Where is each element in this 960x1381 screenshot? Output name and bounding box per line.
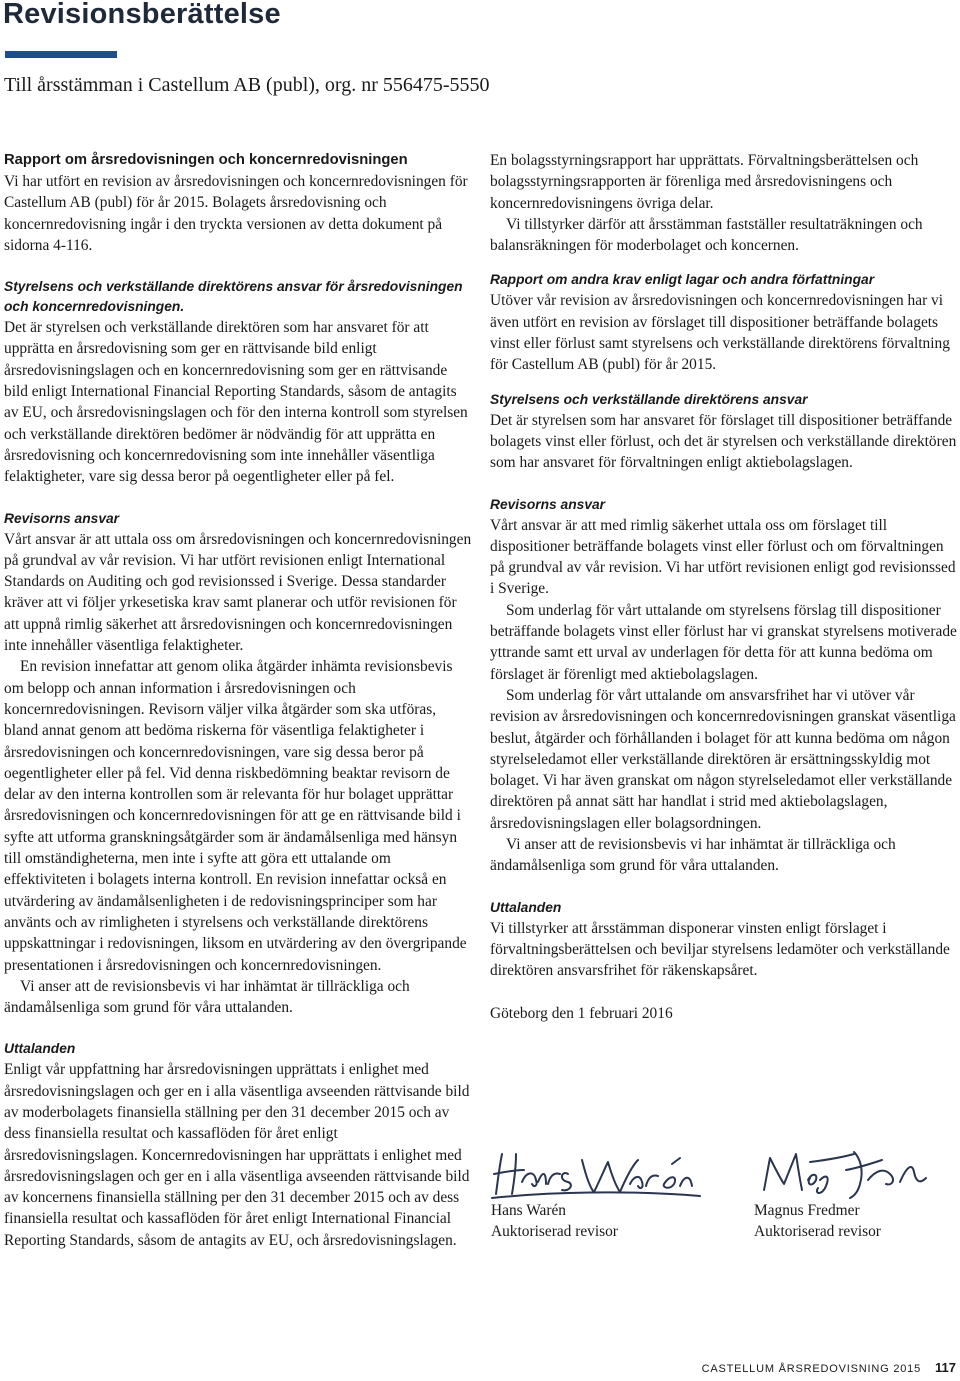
signer-role: Auktoriserad revisor	[491, 1223, 618, 1241]
left-column	[4, 150, 472, 1251]
publication-name: CASTELLUM ÅRSREDOVISNING 2015	[701, 1363, 922, 1375]
styrelsens-ansvar-heading-2: Styrelsens och verkställande direktörens ansvar	[490, 391, 808, 407]
page-title: Revisionsberättelse	[3, 0, 281, 30]
signing-date: Göteborg den 1 februari 2016	[490, 1004, 673, 1022]
revisorns-ansvar-paragraph-1: Vårt ansvar är att uttala oss om årsredovisningen och koncernredovisningen på grundval av vår revision. Vi har utfört revisionen enligt International Standards on Auditing och god revisionssed i Sverige. Dessa standarder kräver att vi följer yrkesetiska krav samt planerar och utför revisionen för att uppnå rimlig säkerhet att årsredovisningen och koncernredovisningen inte innehåller väsentliga felaktigheter.	[4, 530, 472, 655]
signer-name: Hans Warén	[491, 1202, 566, 1219]
uttalanden-heading: Uttalanden	[4, 1041, 76, 1057]
intro-paragraph-2: Vi tillstyrker därför att årsstämman fastställer resultaträkningen och balansräkningen för moderbolaget och koncernen.	[490, 215, 923, 255]
styrelsens-ansvar-heading: Styrelsens och verkställande direktörens ansvar för årsredovisningen och koncernredovisningen.	[4, 279, 463, 315]
revisorns-ansvar-paragraph-right-3: Som underlag för vårt uttalande om ansvarsfrihet har vi utöver vår revision av årsredovisningen och koncernredovisningen granskat väsentliga beslut, åtgärder och förhållanden i bolaget för att kunna bedöma om någon styrelseledamot eller verkställande direktören är ersättningsskyldig mot bolaget. Vi har även granskat om någon styrelseledamot eller verkställande direktören på annat sätt har handlat i strid med aktiebolagslagen, årsredovisningslagen eller bolagsordningen.	[490, 686, 956, 832]
uttalanden-text: Enligt vår uppfattning har årsredovisningen upprättats i enlighet med årsredovisningslagen och ger en i alla väsentliga avseenden rättvisande bild av moderbolagets finansiella ställning per den 31 december 2015 och av dess finansiella resultat och kassaflöden för året enligt årsredovisningslagen. Koncernredovisningen har upprättats i enlighet med årsredovisningslagen och ger en i alla väsentliga avseenden rättvisande bild av koncernens finansiella ställning per den 31 december 2015 och av dess finansiella resultat och kassaflöden för året enligt International Financial Reporting Standards, såsom de antagits av EU, och årsredovisningslagen.	[4, 1061, 470, 1249]
uttalanden-text-2: Vi tillstyrker att årsstämman disponerar vinsten enligt förslaget i förvaltningsberättelsen och beviljar styrelsens ledamöter och verkställande direktören ansvarsfrihet för räkenskapsåret.	[490, 919, 950, 980]
revisorns-ansvar-paragraph-right-1: Vårt ansvar är att med rimlig säkerhet uttala oss om förslaget till dispositioner beträffande bolagets vinst eller förlust och om förvaltningen på grundval av vår revision. Vi har utfört revisionen enligt god revisionssed i Sverige.	[490, 516, 956, 598]
rapport-heading: Rapport om årsredovisningen och koncernredovisningen	[4, 152, 408, 168]
andra-krav-heading: Rapport om andra krav enligt lagar och andra författningar	[490, 272, 875, 288]
page-footer	[702, 1360, 956, 1375]
revisorns-ansvar-paragraph-right-4: Vi anser att de revisionsbevis vi har inhämtat är tillräckliga och ändamålsenliga som grund för våra uttalanden.	[490, 836, 896, 875]
uttalanden-heading-2: Uttalanden	[490, 899, 562, 915]
andra-krav-text: Utöver vår revision av årsredovisningen och koncernredovisningen har vi även utfört en revision av förslaget till dispositioner beträffande bolagets vinst eller förlust samt styrelsens och verkställande direktörens förvaltning för Castellum AB (publ) för år 2015.	[490, 292, 950, 374]
rapport-text: Vi har utfört en revision av årsredovisningen och koncernredovisningen för Castellum AB (publ) för år 2015. Bolagets årsredovisning och koncernredovisning ingår i den tryckta versionen av detta dokument på sidorna 4-116.	[4, 173, 468, 254]
signature-magnus-fredmer	[750, 1140, 960, 1202]
revisorns-ansvar-heading: Revisorns ansvar	[4, 510, 120, 526]
revisorns-ansvar-paragraph-2: En revision innefattar att genom olika åtgärder inhämta revisionsbevis om belopp och annan information i årsredovisningen och koncernredovisningen. Revisorn väljer vilka åtgärder som ska utföras, bland annat genom att bedöma riskerna för väsentliga felaktigheter i årsredovisningen och koncernredovisningen, vare sig dessa beror på oegentligheter eller på fel. Vid denna riskbedömning beaktar revisorn de delar av den interna kontrollen som är relevanta för hur bolaget upprättar årsredovisningen och koncernredovisningen för att ge en rättvisande bild i syfte att utforma granskningsåtgärder som är ändamålsenliga med hänsyn till omständigheterna, men inte i syfte att göra ett uttalande om effektiviteten i bolagets interna kontroll. En revision innefattar också en utvärdering av ändamålsenligheten i de redovisningsprinciper som har använts och av rimligheten i styrelsens och verkställande direktörens uppskattningar i redovisningen, liksom en utvärdering av den övergripande presentationen i årsredovisningen och koncernredovisningen.	[4, 658, 467, 974]
styrelsens-ansvar-text: Det är styrelsen och verkställande direktören som har ansvaret för att upprätta en årsredovisning som ger en rättvisande bild enligt årsredovisningslagen och en koncernredovisning som ger en rättvisande bild enligt International Financial Reporting Standards, såsom de antagits av EU, och årsredovisningslagen och för den interna kontroll som styrelsen och verkställande direktören bedömer är nödvändig för att upprätta en årsredovisning och koncernredovisning som inte innehåller väsentliga felaktigheter, vare sig dessa beror på oegentligheter eller på fel.	[4, 319, 468, 486]
signer-role: Auktoriserad revisor	[754, 1223, 881, 1241]
handwritten-signature-icon	[750, 1140, 960, 1202]
signature-area	[488, 1140, 958, 1260]
revisorns-ansvar-paragraph-right-2: Som underlag för vårt uttalande om styrelsens förslag till dispositioner beträffande bolagets vinst eller förlust har vi granskat styrelsens motiverade yttrande samt ett urval av underlagen för detta för att kunna bedöma om förslaget är förenligt med aktiebolagslagen.	[490, 601, 957, 683]
handwritten-signature-icon	[488, 1140, 708, 1202]
signer-magnus-fredmer	[754, 1200, 881, 1243]
revisorns-ansvar-paragraph-3: Vi anser att de revisionsbevis vi har inhämtat är tillräckliga och ändamålsenliga som grund för våra uttalanden.	[4, 977, 410, 1017]
accent-bar	[5, 51, 117, 58]
intro-paragraph-1: En bolagsstyrningsrapport har upprättats. Förvaltningsberättelsen och bolagsstyrningsrapporten är förenliga med årsredovisningens och koncernredovisningens övriga delar.	[490, 152, 919, 212]
styrelsens-ansvar-text-2: Det är styrelsen som har ansvaret för förslaget till dispositioner beträffande bolagets vinst eller förlust, och det är styrelsen och verkställande direktören som har ansvaret för förvaltningen enligt aktiebolagslagen.	[490, 411, 957, 472]
page-subtitle: Till årsstämman i Castellum AB (publ), org. nr 556475-5550	[4, 74, 490, 96]
right-column	[490, 150, 958, 1024]
page-number: 117	[935, 1360, 956, 1375]
signature-hans-waren	[488, 1140, 708, 1202]
signer-name: Magnus Fredmer	[754, 1202, 860, 1219]
signer-hans-waren	[491, 1200, 618, 1243]
revisorns-ansvar-heading-2: Revisorns ansvar	[490, 496, 606, 512]
